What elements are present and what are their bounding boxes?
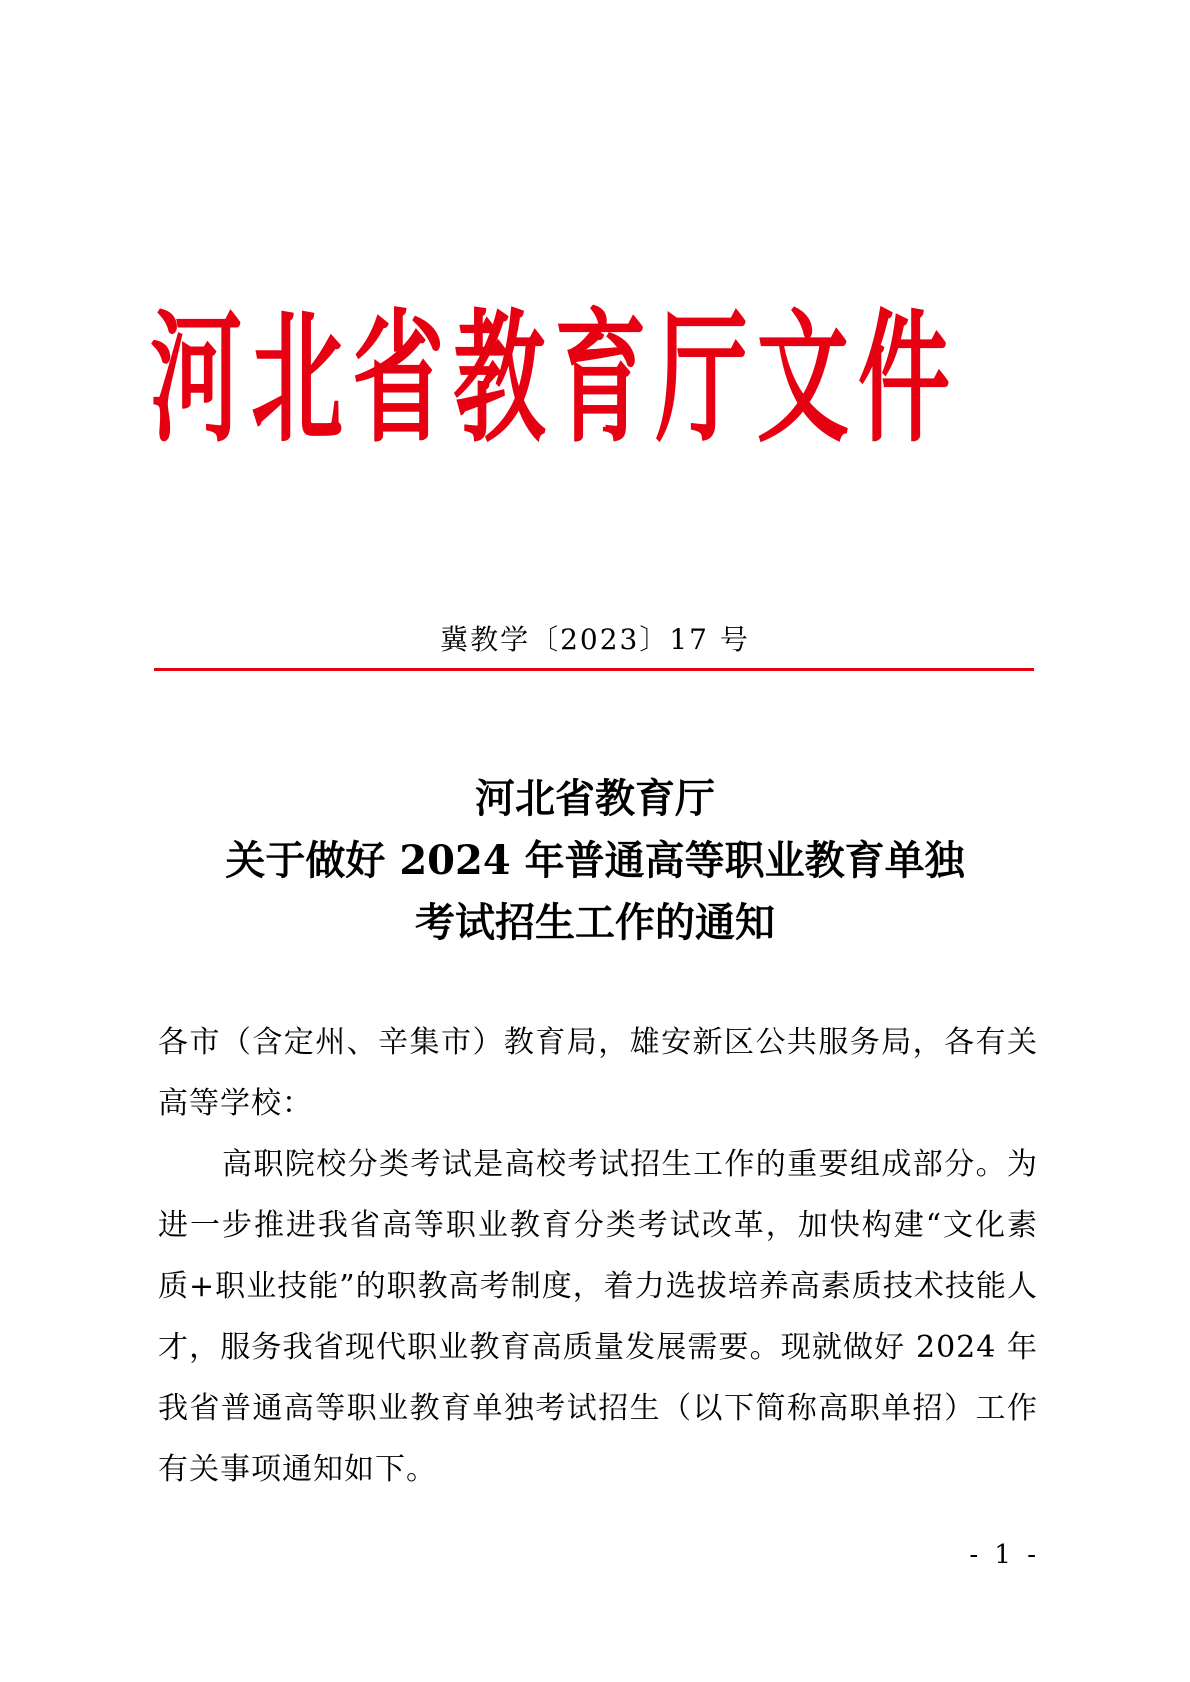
title-line-3: 考试招生工作的通知 — [415, 899, 775, 946]
masthead-char: 育 — [554, 296, 647, 463]
title-line-2: 关于做好 2024 年普通高等职业教育单独 — [225, 837, 965, 884]
masthead-char: 文 — [756, 296, 849, 463]
body-paragraph: 高职院校分类考试是高校考试招生工作的重要组成部分。为进一步推进我省高等职业教育分类考试改革，加快构建“文化素质+职业技能”的职教高考制度，着力选拔培养高素质技术技能人才，服务我省现代职业教育高质量发展需要。现就做好 2024 年我省普通高等职业教育单独考试招生（以下简称高职单招）工作有关事项通知如下。 — [158, 1147, 1038, 1487]
document-number: 冀教学〔2023〕17 号 — [440, 623, 750, 656]
masthead-char: 教 — [453, 296, 546, 463]
masthead-char: 北 — [251, 296, 344, 463]
document-body — [158, 1012, 1038, 1500]
masthead-char: 河 — [150, 296, 243, 463]
addressee: 各市（含定州、辛集市）教育局，雄安新区公共服务局，各有关高等学校： — [158, 1025, 1038, 1121]
red-divider-line — [154, 668, 1034, 671]
masthead-char: 省 — [352, 296, 445, 463]
masthead-title — [150, 296, 950, 463]
title-line-1: 河北省教育厅 — [475, 775, 715, 822]
masthead-char: 厅 — [655, 296, 748, 463]
page-number: - 1 - — [969, 1540, 1040, 1570]
document-title — [0, 768, 1190, 954]
masthead-char: 件 — [857, 296, 950, 463]
